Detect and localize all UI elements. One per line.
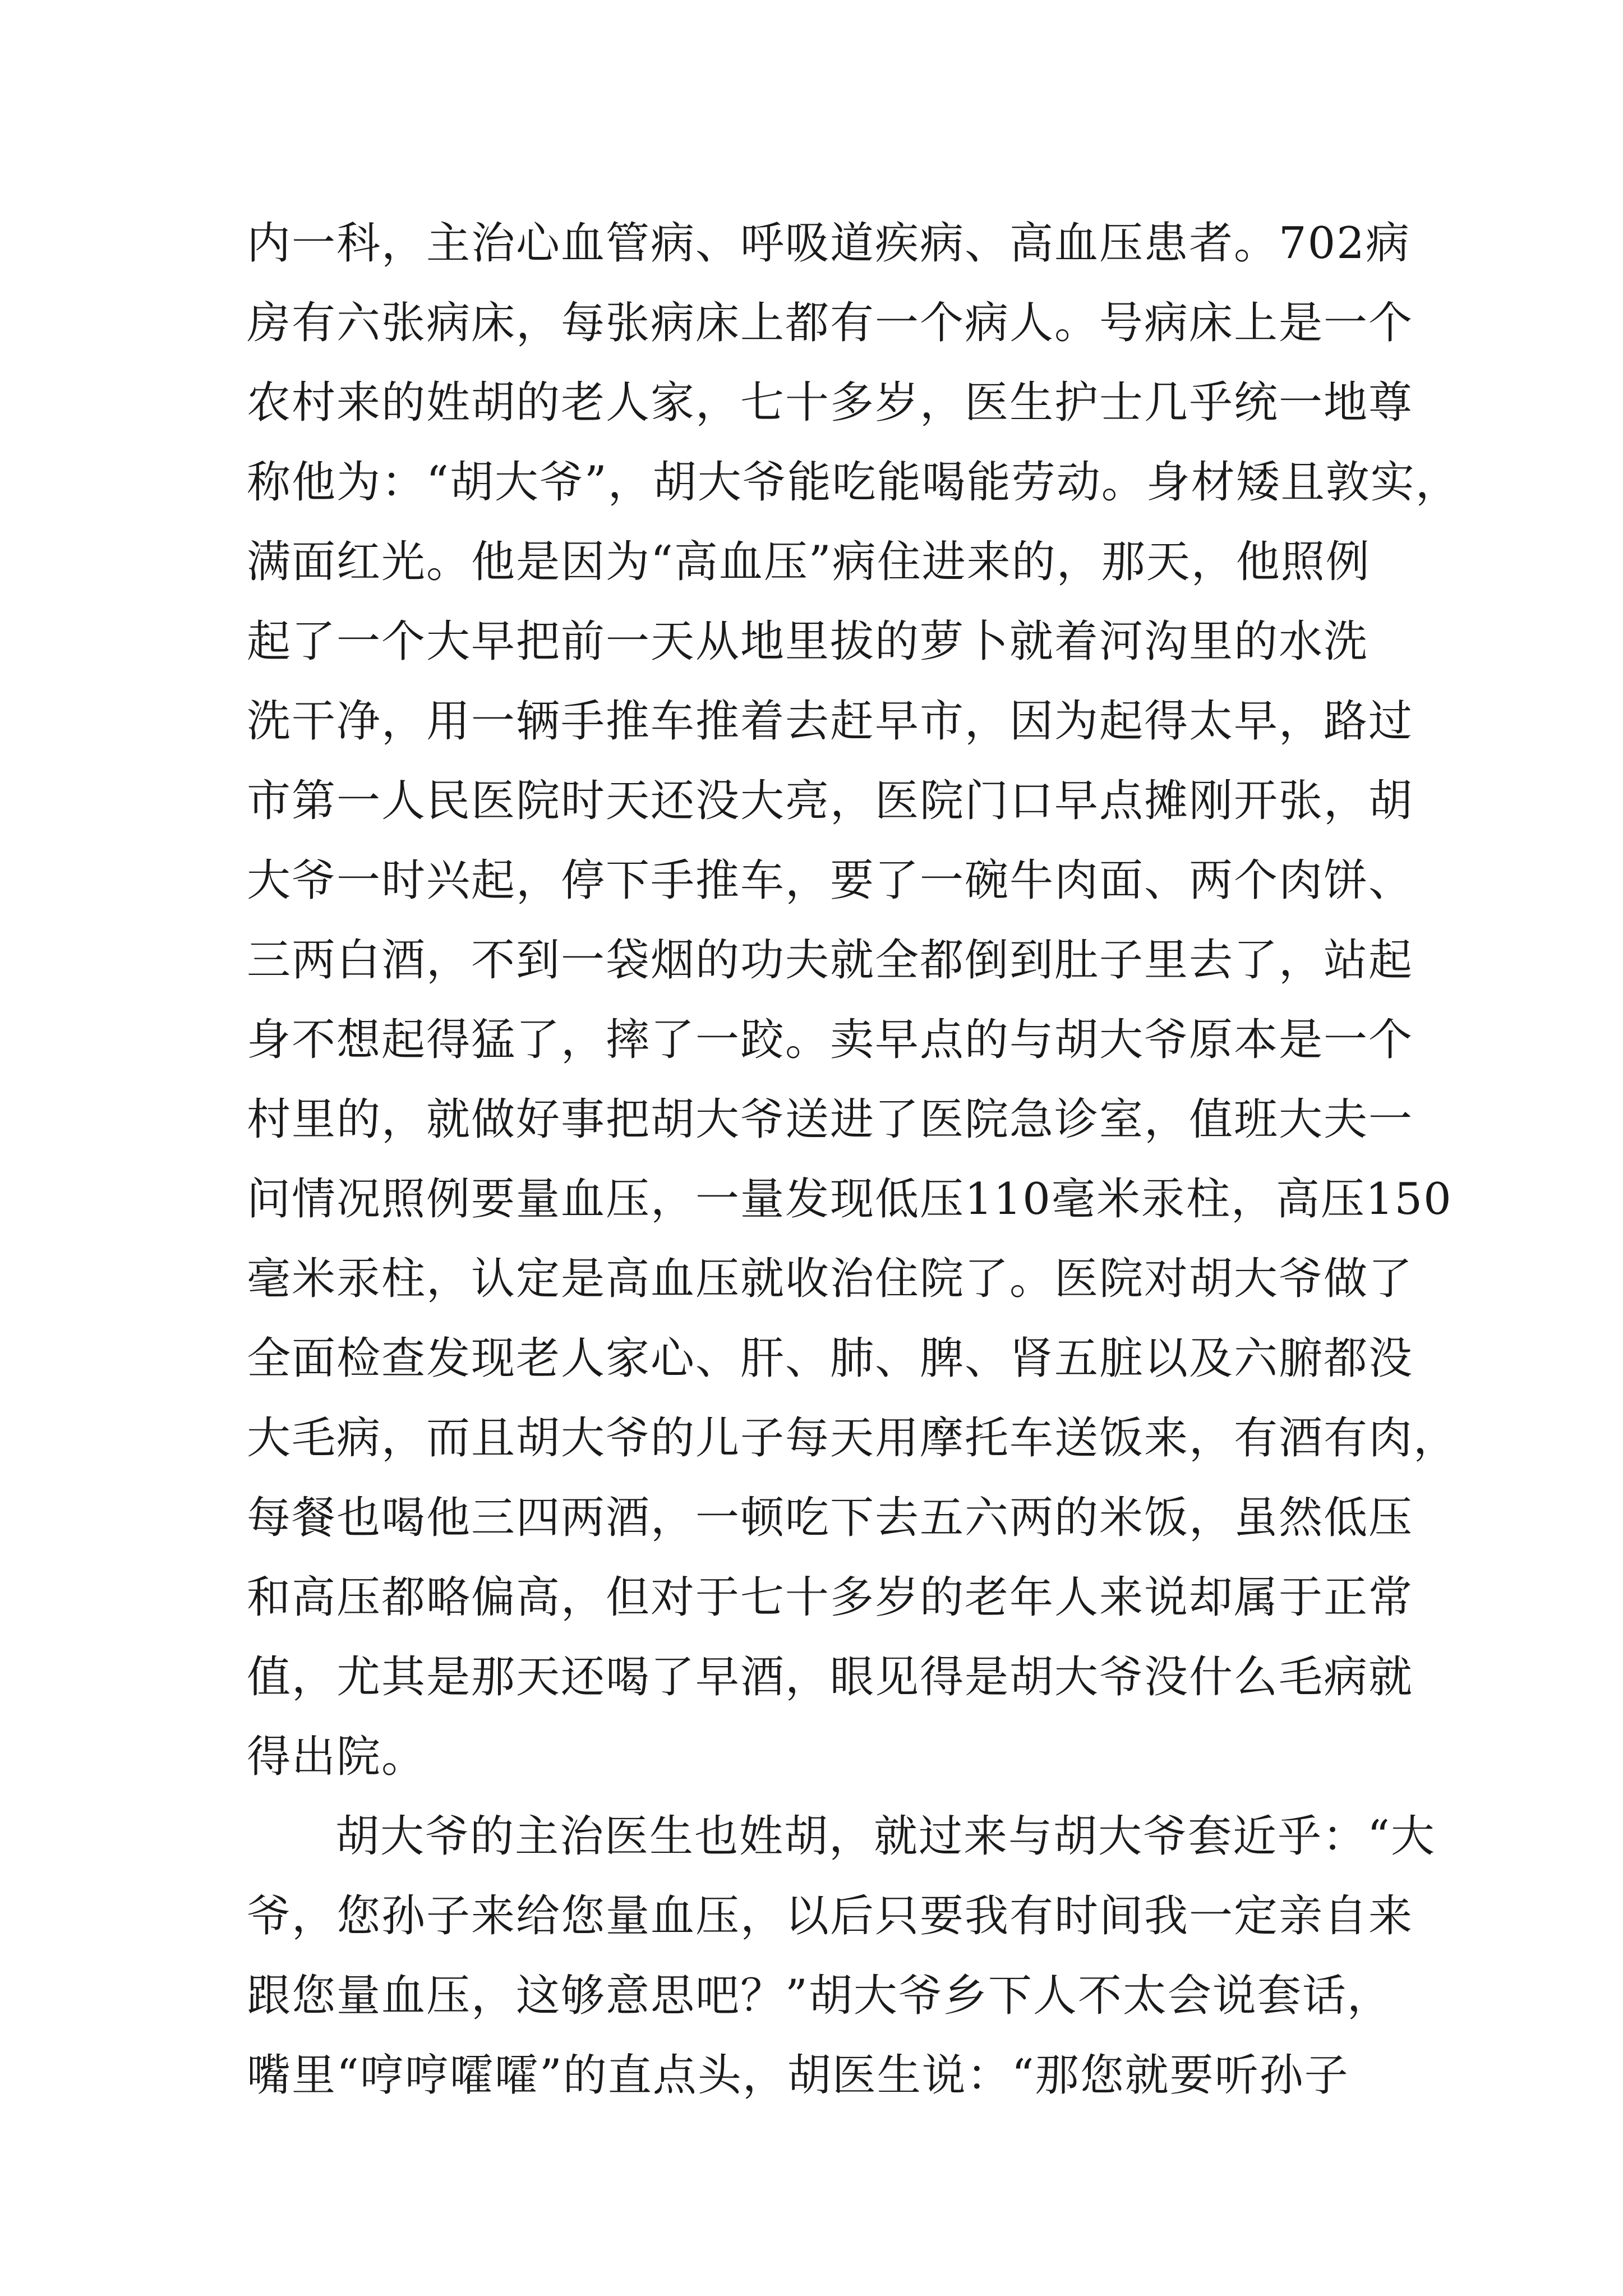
text-line: 农村来的姓胡的老人家，七十多岁，医生护士几乎统一地尊 (247, 378, 1414, 428)
text-line: 毫米汞柱，认定是高血压就收治住院了。医院对胡大爷做了 (247, 1254, 1414, 1304)
text-line: 大爷一时兴起，停下手推车，要了一碗牛肉面、两个肉饼、 (247, 855, 1414, 906)
text-line: 身不想起得猛了，摔了一跤。卖早点的与胡大爷原本是一个 (247, 1015, 1414, 1065)
text-line: 值，尤其是那天还喝了早酒，眼见得是胡大爷没什么毛病就 (247, 1652, 1414, 1703)
text-line: 和高压都略偏高，但对于七十多岁的老年人来说却属于正常 (247, 1572, 1414, 1623)
text-line: 满面红光。他是因为“高血压”病住进来的，那天，他照例 (247, 537, 1371, 587)
text-line: 嘴里“哼哼嚯嚯”的直点头，胡医生说：“那您就要听孙子 (247, 2050, 1349, 2101)
text-line: 大毛病，而且胡大爷的儿子每天用摩托车送饭来，有酒有肉， (247, 1413, 1459, 1464)
text-line: 爷，您孙子来给您量血压，以后只要我有时间我一定亲自来 (247, 1891, 1414, 1941)
paragraph-first-line: 胡大爷的主治医生也姓胡，就过来与胡大爷套近乎：“大 (335, 1811, 1436, 1862)
text-line: 村里的，就做好事把胡大爷送进了医院急诊室，值班大夫一 (247, 1094, 1414, 1145)
text-line: 跟您量血压，这够意思吧？”胡大爷乡下人不太会说套话， (247, 1971, 1392, 2021)
text-line: 三两白酒，不到一袋烟的功夫就全都倒到肚子里去了，站起 (247, 935, 1414, 986)
text-line: 起了一个大早把前一天从地里拔的萝卜就着河沟里的水洗 (247, 616, 1369, 667)
text-line: 市第一人民医院时天还没大亮，医院门口早点摊刚开张，胡 (247, 776, 1414, 826)
text-line: 称他为：“胡大爷”，胡大爷能吃能喝能劳动。身材矮且敦实， (247, 457, 1460, 508)
text-line: 问情况照例要量血压，一量发现低压110毫米汞柱，高压150 (247, 1174, 1453, 1225)
text-line: 内一科，主治心血管病、呼吸道疾病、高血压患者。702病 (247, 218, 1410, 269)
text-line: 每餐也喝他三四两酒，一顿吃下去五六两的米饭，虽然低压 (247, 1493, 1414, 1543)
text-line: 全面检查发现老人家心、肝、肺、脾、肾五脏以及六腑都没 (247, 1333, 1414, 1384)
text-line: 房有六张病床，每张病床上都有一个病人。号病床上是一个 (247, 298, 1414, 348)
text-line: 得出院。 (247, 1732, 427, 1782)
text-line: 洗干净，用一辆手推车推着去赶早市，因为起得太早，路过 (247, 696, 1414, 747)
